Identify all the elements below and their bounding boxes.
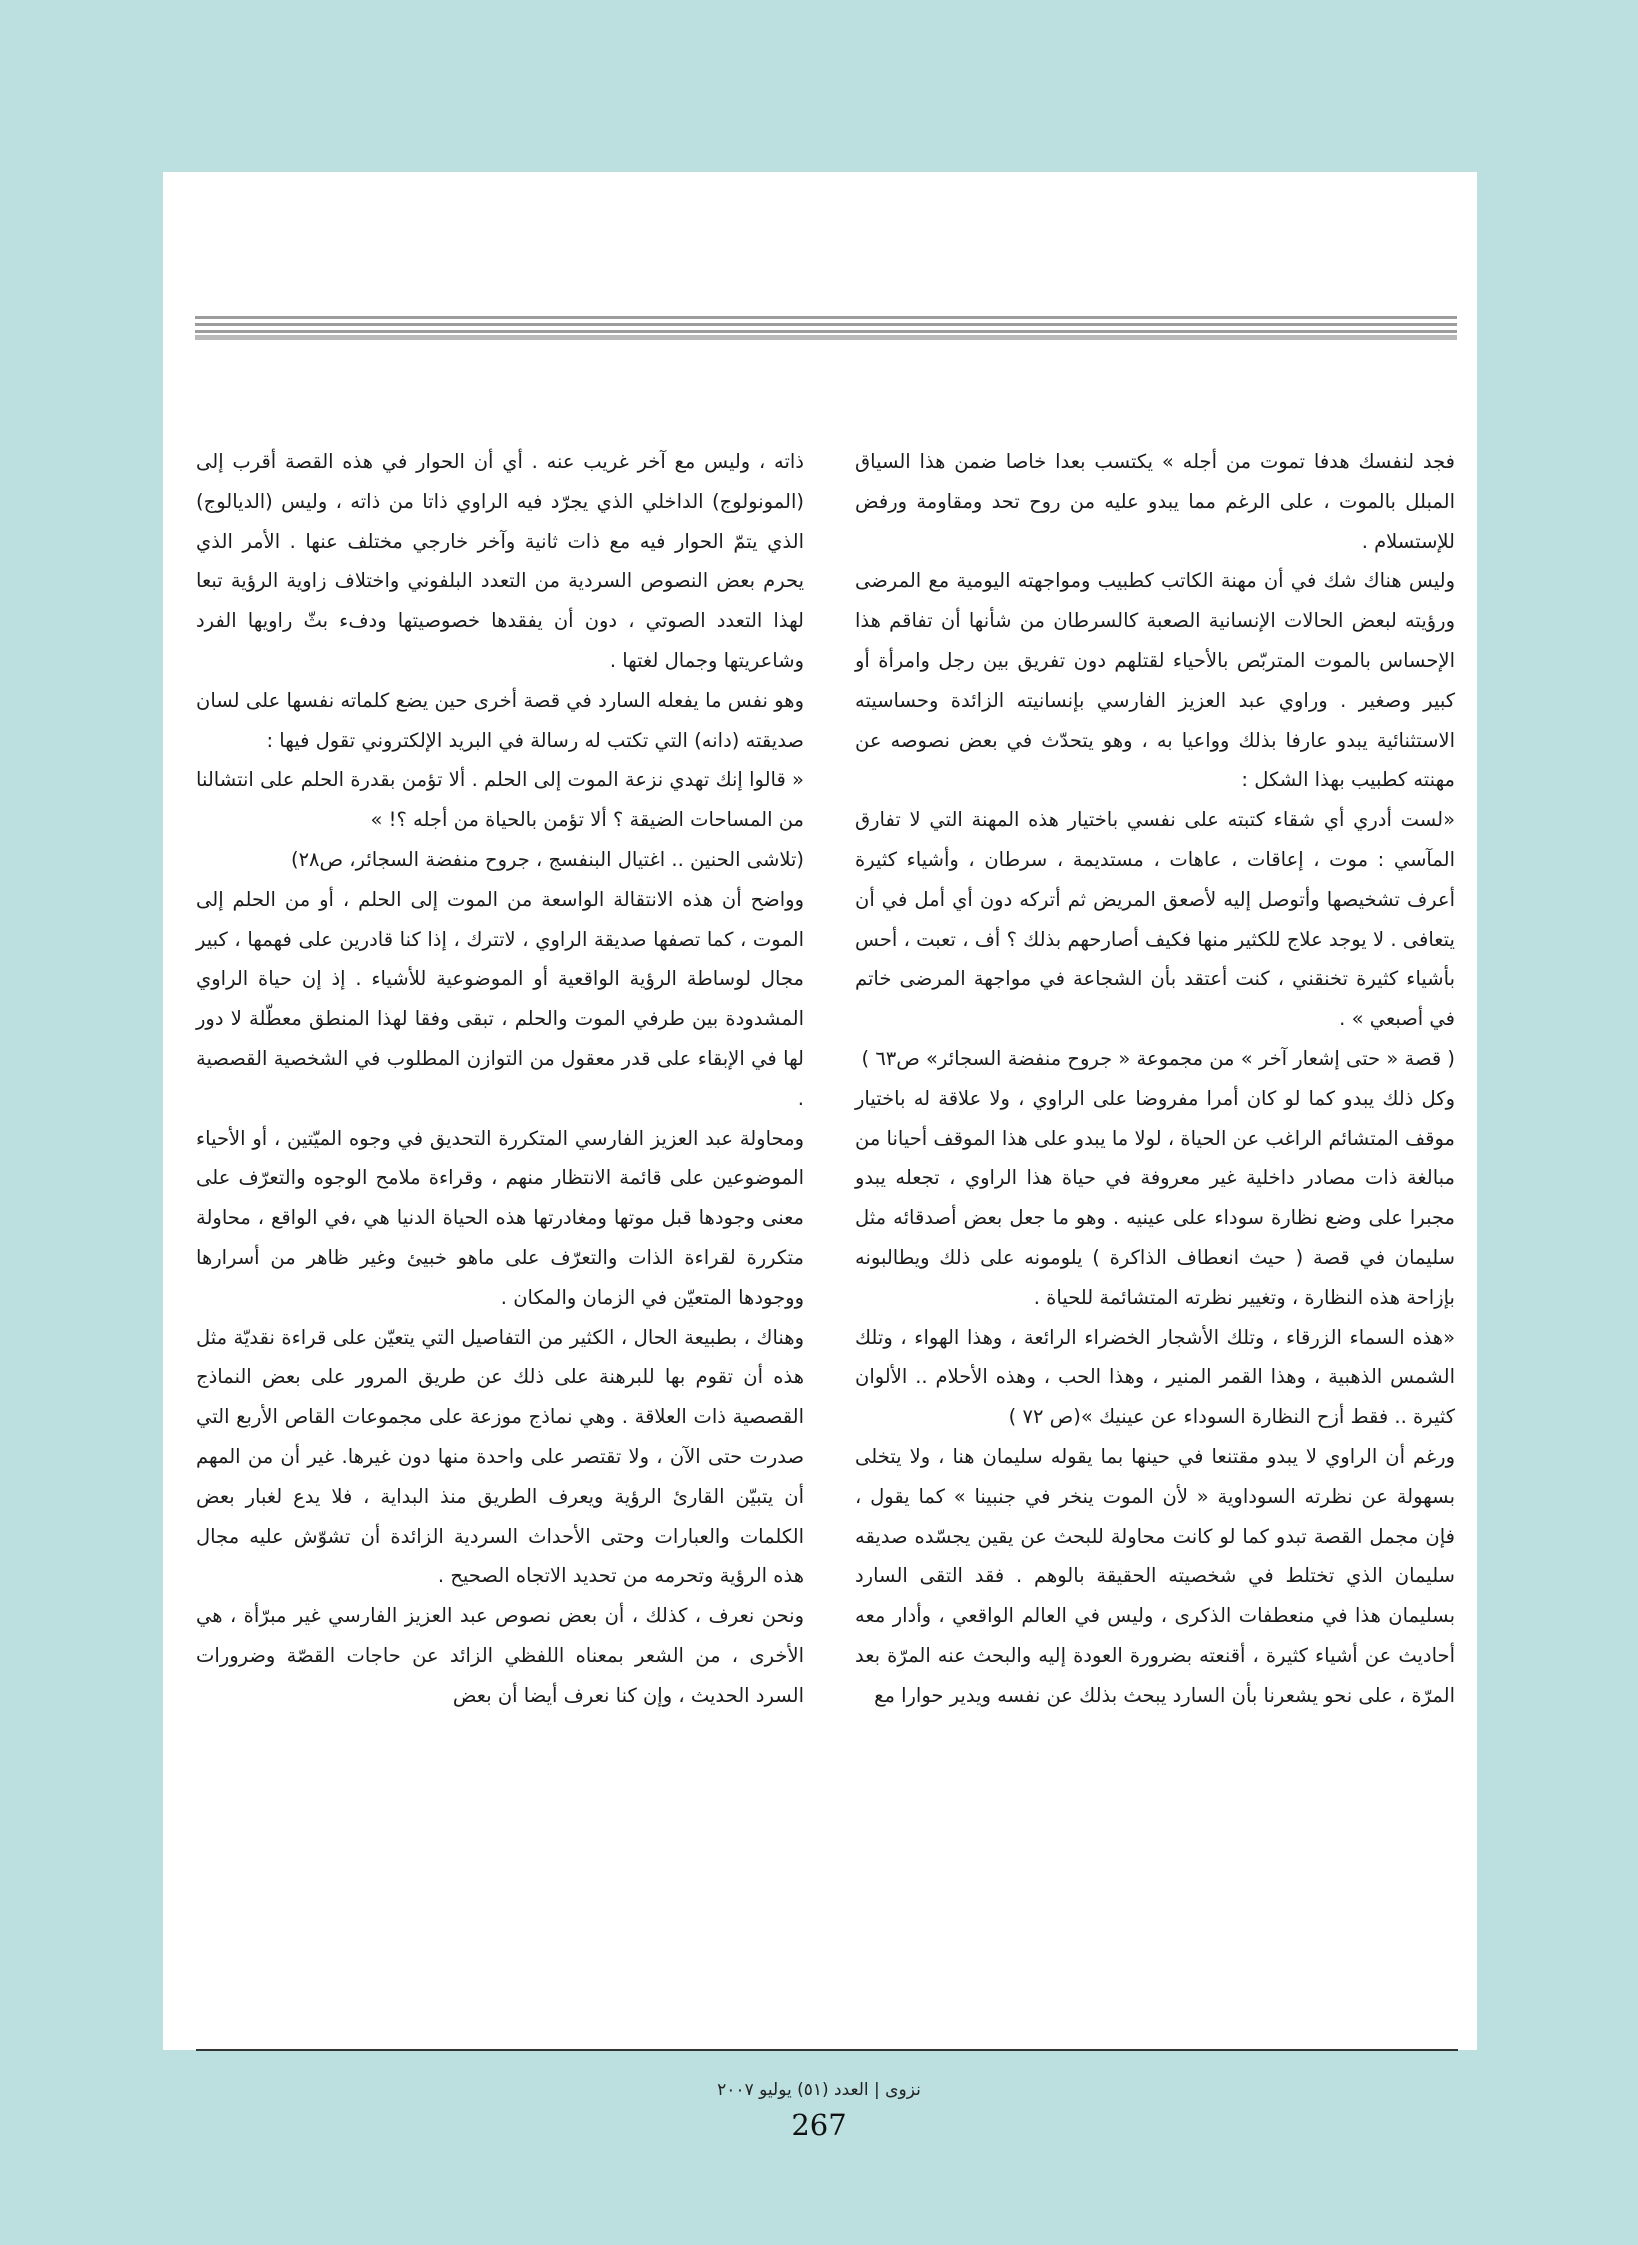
header-rule <box>195 323 1457 326</box>
article-column-right <box>855 442 1455 1716</box>
header-rule <box>195 316 1457 319</box>
quote-paragraph: « قالوا إنك تهدي نزعة الموت إلى الحلم . ألا تؤمن بقدرة الحلم على انتشالنا من المساحات الضيقة ؟ ألا تؤمن بالحياة من أجله ؟! » <box>196 768 804 832</box>
paragraph: وليس هناك شك في أن مهنة الكاتب كطبيب ومواجهته اليومية مع المرضى ورؤيته لبعض الحالات الإنسانية الصعبة كالسرطان من شأنها أن تفاقم هذا الإحساس بالموت المتربّص بالأحياء لقتلهم دون تفريق بين رجل وامرأة أو كبير وصغير . وراوي عبد العزيز الفارسي بإنسانيته الزائدة وحساسيته الاستثنائية يبدو عارفا بذلك وواعيا به ، وهو يتحدّث في بعض نصوصه عن مهنته كطبيب بهذا الشكل : <box>855 569 1455 792</box>
page-number: 267 <box>791 2108 847 2142</box>
paragraph: وهو نفس ما يفعله السارد في قصة أخرى حين يضع كلماته نفسها على لسان صديقته (دانه) التي تكتب له رسالة في البريد الإلكتروني تقول فيها : <box>196 688 804 752</box>
paragraph: وكل ذلك يبدو كما لو كان أمرا مفروضا على الراوي ، ولا علاقة له باختيار موقف المتشائم الراغب عن الحياة ، لولا ما يبدو على هذا الموقف أحيانا من مبالغة ذات مصادر داخلية غير معروفة في حياة هذا الراوي ، تجعله يبدو مجبرا على وضع نظارة سوداء على عينيه . وهو ما جعل بعض أصدقائه مثل سليمان في قصة ( حيث انعطاف الذاكرة ) يلومونه على ذلك ويطالبونه بإزاحة هذه النظارة ، وتغيير نظرته المتشائمة للحياة . <box>855 1086 1455 1309</box>
quote-paragraph: «لست أدري أي شقاء كتبته على نفسي باختيار هذه المهنة التي لا تفارق المآسي : موت ، إعاقات ، عاهات ، مستديمة ، سرطان ، وأشياء كثيرة أعرف تشخيصها وأتوصل إليه لأصعق المريض ثم أتركه دون أي أمل في أن يتعافى . لا يوجد علاج للكثير منها فكيف أصارحهم بذلك ؟ أف ، تعبت ، أحس بأشياء كثيرة تخنقني ، كنت أعتقد بأن الشجاعة في مواجهة المرضى خاتم في أصبعي » . <box>855 808 1455 1031</box>
magazine-page <box>163 172 1477 2050</box>
paragraph: وواضح أن هذه الانتقالة الواسعة من الموت إلى الحلم ، أو من الحلم إلى الموت ، كما تصفها صديقة الراوي ، لاتترك ، إذا كنا قادرين على فهمها ، كبير مجال لوساطة الرؤية الواقعية أو الموضوعية للأشياء . إذ إن حياة الراوي المشدودة بين طرفي الموت والحلم ، تبقى وفقا لهذا المنطق معطّلة لا دور لها في الإبقاء على قدر معقول من التوازن المطلوب في الشخصية القصصية . <box>196 887 804 1110</box>
citation: (تلاشى الحنين .. اغتيال البنفسج ، جروح منفضة السجائر، ص٢٨) <box>290 847 804 871</box>
paragraph: ونحن نعرف ، كذلك ، أن بعض نصوص عبد العزيز الفارسي غير مبرّأة ، هي الأخرى ، من الشعر بمعناه اللفظي الزائد عن حاجات القصّة وضرورات السرد الحديث ، وإن كنا نعرف أيضا أن بعض <box>196 1604 804 1707</box>
paragraph: ومحاولة عبد العزيز الفارسي المتكررة التحديق في وجوه الميّتين ، أو الأحياء الموضوعين على قائمة الانتظار منهم ، وقراءة ملامح الوجوه والتعرّف على معنى وجودها قبل موتها ومغادرتها هذه الحياة الدنيا هي ،في الواقع ، محاولة متكررة لقراءة الذات والتعرّف على ماهو خبيئ وغير ظاهر من أسرارها ووجودها المتعيّن في الزمان والمكان . <box>196 1126 804 1309</box>
paragraph: ذاته ، وليس مع آخر غريب عنه . أي أن الحوار في هذه القصة أقرب إلى (المونولوج) الداخلي الذي يجرّد فيه الراوي ذاتا من ذاته ، وليس (الديالوج) الذي يتمّ الحوار فيه مع ذات ثانية وآخر خارجي مختلف عنها . الأمر الذي يحرم بعض النصوص السردية من التعدد البلفوني واختلاف زاوية الرؤية تبعا لهذا التعدد الصوتي ، دون أن يفقدها خصوصيتها ودفء بثّ راويها الفرد وشاعريتها وجمال لغتها . <box>196 450 804 672</box>
header-rules <box>195 316 1457 340</box>
quote-paragraph: «هذه السماء الزرقاء ، وتلك الأشجار الخضراء الرائعة ، وهذا الهواء ، وتلك الشمس الذهبية ، وهذا القمر المنير ، وهذا الحب ، وهذه الأحلام .. الألوان كثيرة .. فقط أزح النظارة السوداء عن عينيك »(ص ٧٢ ) <box>855 1325 1455 1429</box>
header-rule <box>195 335 1457 340</box>
paragraph: ورغم أن الراوي لا يبدو مقتنعا في حينها بما يقوله سليمان هنا ، ولا يتخلى بسهولة عن نظرته السوداوية « لأن الموت ينخر في جنبينا » كما يقول ، فإن مجمل القصة تبدو كما لو كانت محاولة للبحث عن يقين يجسّده صديقه سليمان الذي تختلط في شخصيته الحقيقة بالوهم . فقد التقى السارد بسليمان هذا في منعطفات الذكرى ، وليس في العالم الواقعي ، وأدار معه أحاديث عن أشياء كثيرة ، أقنعته بضرورة العودة إليه والبحث عنه المرّة بعد المرّة ، على نحو يشعرنا بأن السارد يبحث بذلك عن نفسه ويدير حوارا مع <box>855 1444 1455 1707</box>
paragraph: وهناك ، بطبيعة الحال ، الكثير من التفاصيل التي يتعيّن على قراءة نقديّة مثل هذه أن تقوم بها للبرهنة على ذلك عن طريق المرور على بعض النماذج القصصية ذات العلاقة . وهي نماذج موزعة على مجموعات القاص الأربع التي صدرت حتى الآن ، ولا تقتصر على واحدة منها دون غيرها. غير أن من المهم أن يتبيّن القارئ الرؤية ويعرف الطريق منذ البداية ، فلا يدع لغبار بعض الكلمات والعبارات وحتى الأحداث السردية الزائدة أن تشوّش عليه مجال هذه الرؤية وتحرمه من تحديد الاتجاه الصحيح . <box>196 1325 804 1588</box>
article-column-left <box>196 442 804 1716</box>
footer-rule <box>196 2049 1458 2051</box>
paragraph: فجد لنفسك هدفا تموت من أجله » يكتسب بعدا خاصا ضمن هذا السياق المبلل بالموت ، على الرغم مما يبدو عليه من روح تحد ومقاومة ورفض للإستسلام . <box>855 450 1455 553</box>
header-rule <box>195 330 1457 333</box>
footer-issue-line: نزوى | العدد (٥١) يوليو ٢٠٠٧ <box>717 2080 921 2100</box>
citation: ( قصة « حتى إشعار آخر » من مجموعة « جروح منفضة السجائر» ص٦٣ ) <box>861 1046 1455 1070</box>
